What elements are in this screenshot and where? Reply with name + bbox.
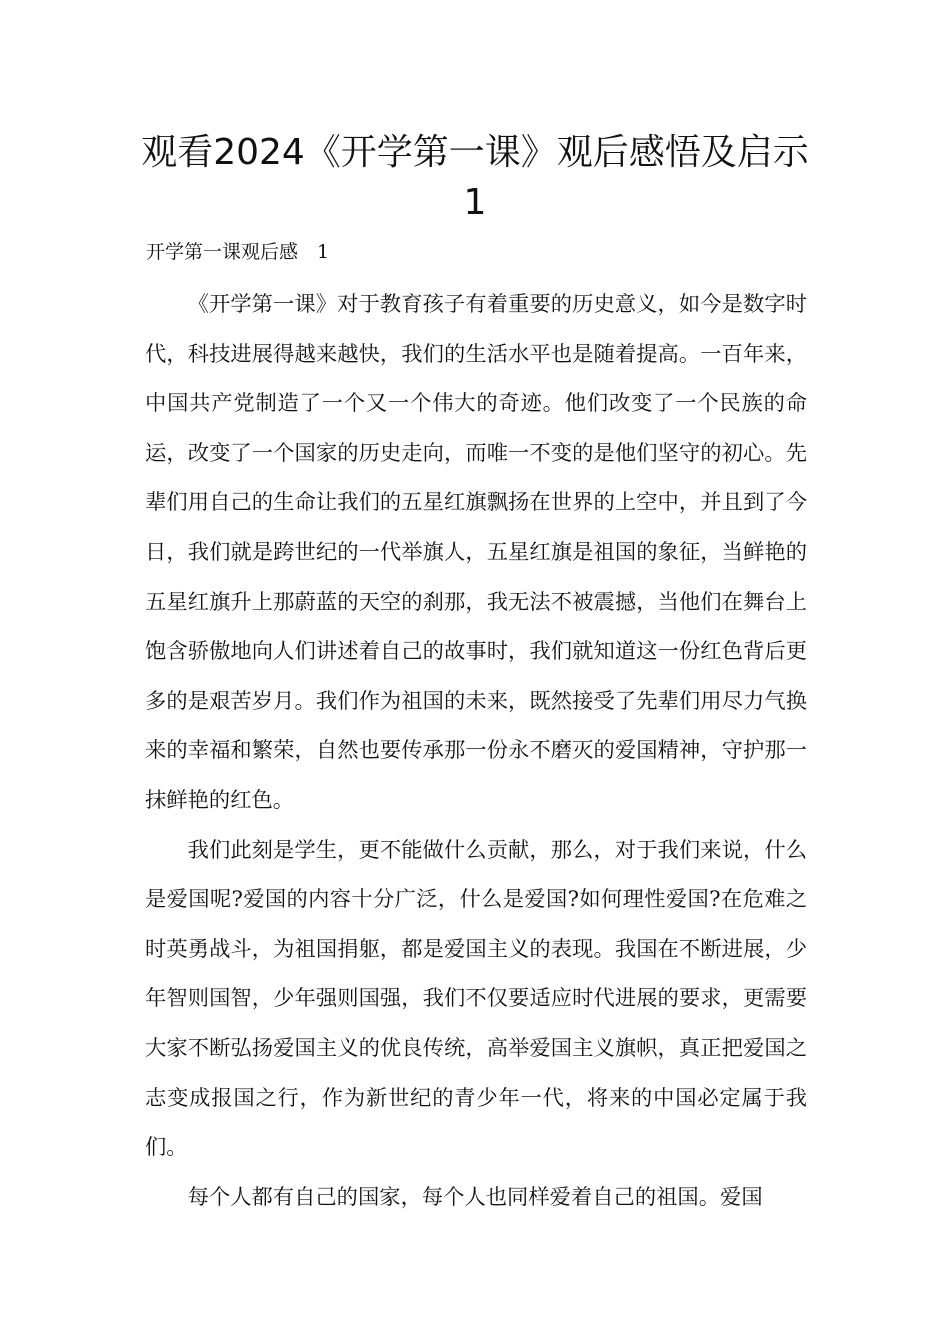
paragraph: 《开学第一课》对于教育孩子有着重要的历史意义，如今是数字时代，科技进展得越来越快，我们的生活水平也是随着提高。一百年来，中国共产党制造了一个又一个伟大的奇迹。他们改变了一个民族的命运，改变了一个国家的历史走向，而唯一不变的是他们坚守的初心。先辈们用自己的生命让我们的五星红旗飘扬在世界的上空中，并且到了今日，我们就是跨世纪的一代举旗人，五星红旗是祖国的象征，当鲜艳的五星红旗升上那蔚蓝的天空的刹那，我无法不被震撼，当他们在舞台上饱含骄傲地向人们讲述着自己的故事时，我们就知道这一份红色背后更多的是艰苦岁月。我们作为祖国的未来，既然接受了先辈们用尽力气换来的幸福和繁荣，自然也要传承那一份永不磨灭的爱国精神，守护那一抹鲜艳的红色。 bbox=[145, 292, 807, 813]
section-heading: 开学第一课观后感 1 bbox=[146, 241, 330, 263]
paragraph: 我们此刻是学生，更不能做什么贡献，那么，对于我们来说，什么是爱国呢?爱国的内容十分广泛，什么是爱国?如何理性爱国?在危难之时英勇战斗，为祖国捐躯，都是爱国主义的表现。我国在不断进展，少年智则国智，少年强则国强，我们不仅要适应时代进展的要求，更需要大家不断弘扬爱国主义的优良传统，高举爱国主义旗帜，真正把爱国之志变成报国之行，作为新世纪的青少年一代，将来的中国必定属于我们。 bbox=[145, 837, 807, 1161]
paragraph: 每个人都有自己的国家，每个人也同样爱着自己的祖国。爱国 bbox=[187, 1184, 763, 1210]
document-title: 观看2024《开学第一课》观后感悟及启示1 bbox=[141, 132, 809, 223]
document-body bbox=[145, 280, 807, 1222]
